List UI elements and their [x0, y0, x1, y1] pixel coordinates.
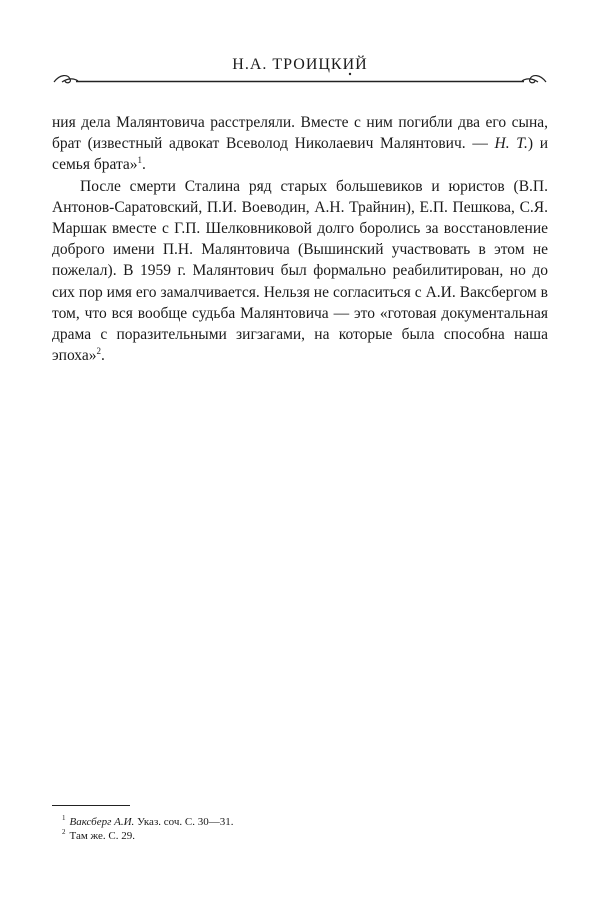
footnote-ref-1[interactable]: 1 — [137, 155, 143, 166]
body-text — [52, 112, 548, 366]
paragraph-1-text-a: ния дела Малянтовича расстреляли. Вместе с ним погибли два его сына, брат (известный адвокат Всеволод Николаевич Малянтович. — — [52, 114, 548, 153]
footnotes — [52, 815, 548, 843]
paragraph-2-text-b: . — [101, 347, 105, 365]
footnote-2 — [52, 829, 548, 843]
running-head-title: Н.А. ТРОИЦКИЙ — [232, 56, 368, 73]
footnote-1-text: Указ. соч. С. 30—31. — [134, 816, 234, 828]
author-initials: Н. Т. — [494, 135, 528, 153]
header-ornament-rule — [52, 70, 548, 86]
footnote-1-author: Ваксберг А.И. — [69, 816, 135, 828]
footnote-2-number: 2 — [62, 828, 66, 837]
footnote-2-text: Там же. С. 29. — [69, 830, 135, 842]
footnote-1-number: 1 — [62, 814, 66, 823]
footnote-ref-2[interactable]: 2 — [96, 346, 101, 357]
paragraph-1-text-b: ) и семья брата» — [52, 135, 548, 174]
paragraph-1 — [52, 112, 548, 176]
footnote-1 — [52, 815, 548, 829]
paragraph-2-text-a: После смерти Сталина ряд старых большевиков и юристов (В.П. Антонов-Саратовский, П.И. Воеводин, А.Н. Трайнин), Е.П. Пешкова, С.Я. Маршак вместе с Г.П. Шелковниковой долго боролись за восстановление доброго имени П.Н. Малянтовича (Вышинский участвовать в этом не пожелал). В 1959 г. Малянтович был формально реабилитирован, но до сих пор имя его замалчивается. Нельзя не согласиться с А.И. Ваксбергом в том, что вся вообще судьба Малянтовича — это «готовая документальная драма с поразительными зигзагами, на которые была способна наша эпоха» — [52, 177, 548, 365]
footnote-divider — [52, 805, 130, 806]
paragraph-1-text-c: . — [142, 156, 146, 174]
paragraph-2 — [52, 176, 548, 367]
